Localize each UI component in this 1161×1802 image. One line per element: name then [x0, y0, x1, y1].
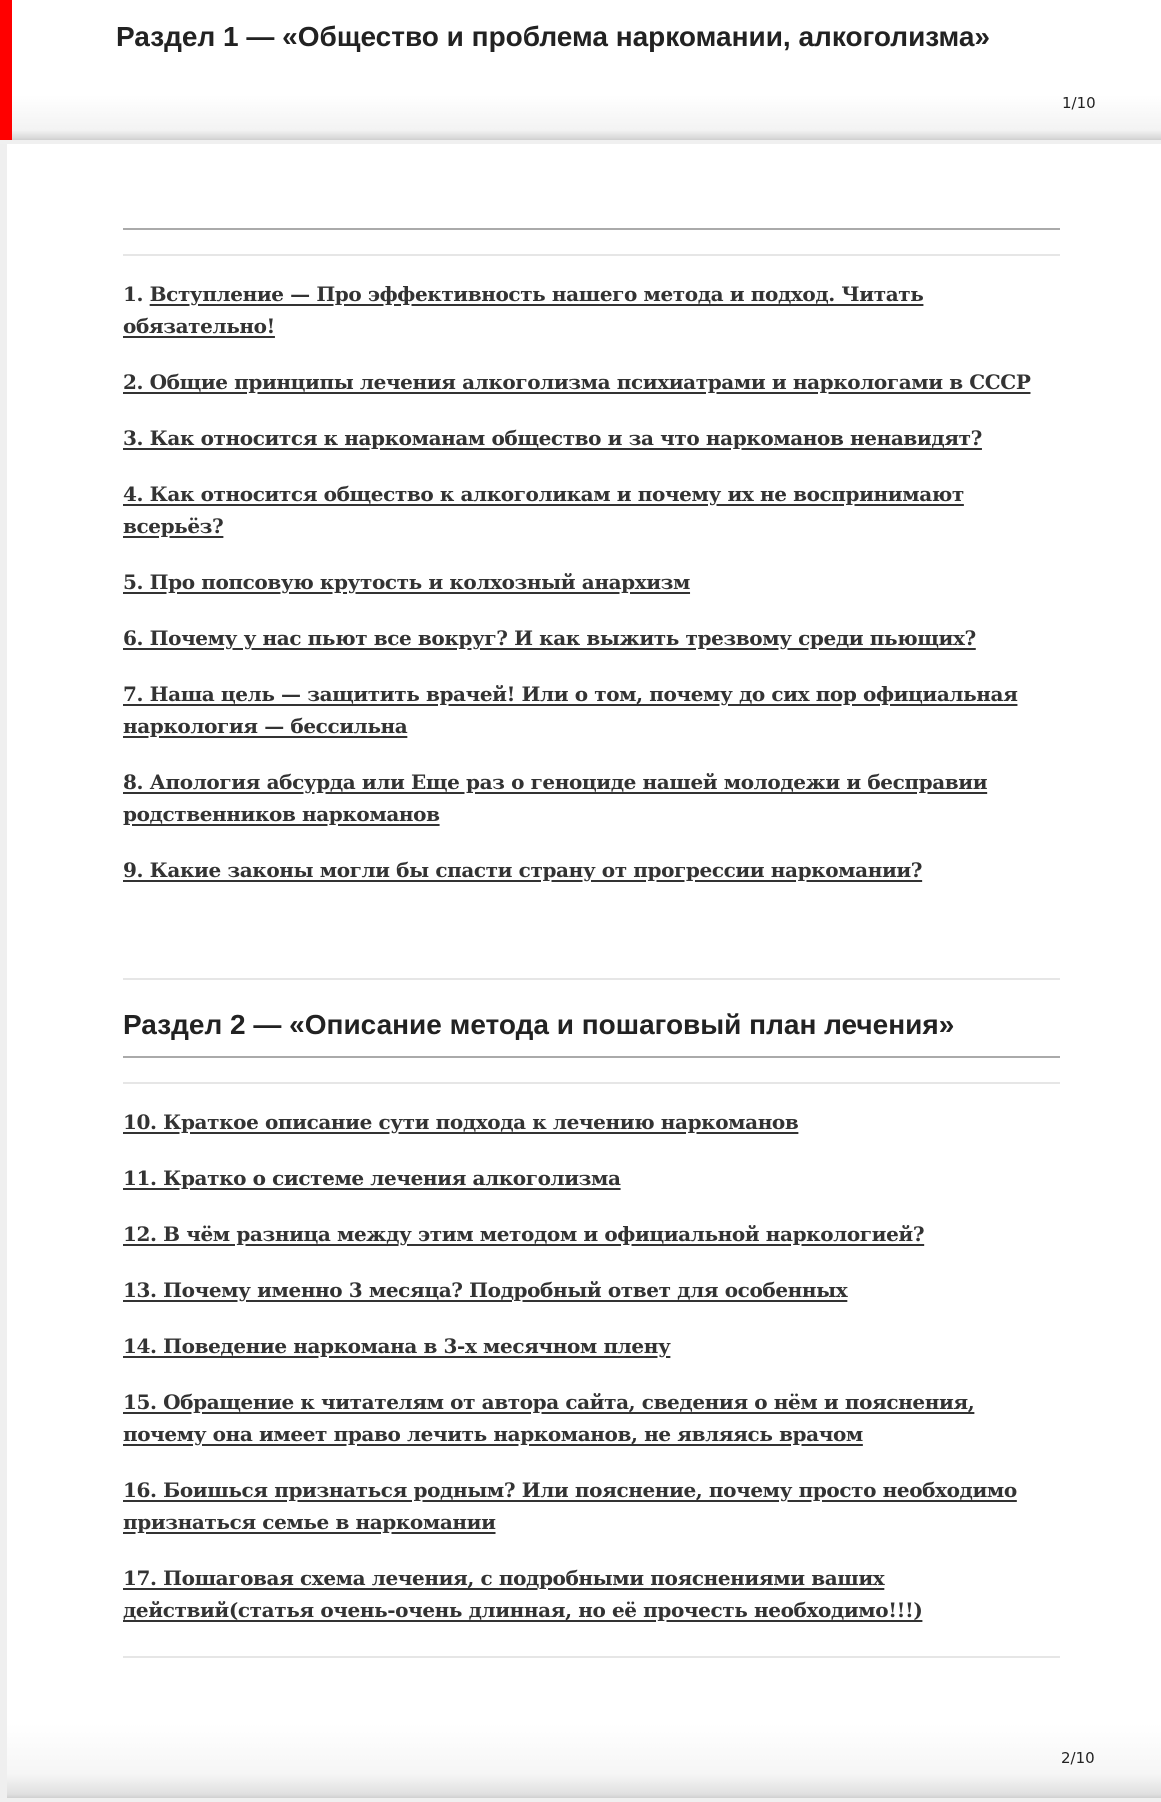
- toc-item: [123, 278, 1060, 342]
- toc-item: [123, 1386, 1060, 1450]
- section-1-title-rule: [123, 228, 1060, 230]
- toc-link-5[interactable]: 5. Про попсовую крутость и колхозный анархизм: [123, 570, 691, 594]
- toc-item: [123, 1330, 1060, 1362]
- toc-link-14[interactable]: 14. Поведение наркомана в 3-х месячном плену: [123, 1334, 671, 1358]
- toc-link-11[interactable]: 11. Кратко о системе лечения алкоголизма: [123, 1166, 621, 1190]
- page-break: [0, 1798, 1161, 1802]
- divider: [123, 254, 1060, 256]
- divider: [123, 978, 1060, 980]
- section-2-title-rule: [123, 1056, 1060, 1058]
- page-1-footer: [0, 0, 1161, 140]
- divider: [123, 1082, 1060, 1084]
- toc-item: [123, 854, 1060, 886]
- toc-item: [123, 422, 1060, 454]
- toc-link-4[interactable]: 4. Как относится общество к алкоголикам и почему их не воспринимают всерьёз?: [123, 482, 964, 538]
- toc-link-2[interactable]: 2. Общие принципы лечения алкоголизма психиатрами и наркологами в СССР: [123, 370, 1031, 394]
- toc-item: [123, 1106, 1060, 1138]
- accent-bar: [0, 0, 12, 140]
- toc-item: [123, 1162, 1060, 1194]
- toc-link-1[interactable]: Вступление — Про эффективность нашего метода и подход. Читать обязательно!: [123, 282, 924, 338]
- page-number: 1/10: [1062, 94, 1096, 112]
- toc-link-3[interactable]: 3. Как относится к наркоманам общество и за что наркоманов ненавидят?: [123, 426, 982, 450]
- toc-link-8[interactable]: 8. Апология абсурда или Еще раз о геноциде нашей молодежи и бесправии родственников наркоманов: [123, 770, 988, 826]
- divider: [123, 1656, 1060, 1658]
- toc-item: [123, 766, 1060, 830]
- toc-item: [123, 478, 1060, 542]
- toc-item-number: 1.: [123, 282, 150, 306]
- section-1-toc: [123, 278, 1060, 910]
- page-2: [0, 144, 1161, 1798]
- toc-link-17[interactable]: 17. Пошаговая схема лечения, с подробными пояснениями ваших действий(статья очень-очень длинная, но её прочесть необходимо!!!): [123, 1566, 923, 1622]
- toc-item: [123, 1562, 1060, 1626]
- toc-link-15[interactable]: 15. Обращение к читателям от автора сайта, сведения о нём и пояснения, почему она имеет право лечить наркоманов, не являясь врачом: [123, 1390, 975, 1446]
- toc-link-13[interactable]: 13. Почему именно 3 месяца? Подробный ответ для особенных: [123, 1278, 848, 1302]
- toc-link-7[interactable]: 7. Наша цель — защитить врачей! Или о том, почему до сих пор официальная наркология — бессильна: [123, 682, 1018, 738]
- page-number: 2/10: [1061, 1749, 1095, 1767]
- toc-link-16[interactable]: 16. Боишься признаться родным? Или пояснение, почему просто необходимо признаться семье в наркомании: [123, 1478, 1017, 1534]
- section-2-toc: [123, 1106, 1060, 1650]
- toc-item: [123, 1474, 1060, 1538]
- toc-item: [123, 678, 1060, 742]
- section-2-title: Раздел 2 — «Описание метода и пошаговый план лечения»: [123, 1009, 955, 1040]
- toc-link-6[interactable]: 6. Почему у нас пьют все вокруг? И как выжить трезвому среди пьющих?: [123, 626, 976, 650]
- toc-link-9[interactable]: 9. Какие законы могли бы спасти страну от прогрессии наркомании?: [123, 858, 923, 882]
- toc-item: [123, 566, 1060, 598]
- section-1-title: Раздел 1 — «Общество и проблема наркомании, алкоголизма»: [116, 21, 990, 52]
- toc-item: [123, 366, 1060, 398]
- toc-link-12[interactable]: 12. В чём разница между этим методом и официальной наркологией?: [123, 1222, 925, 1246]
- toc-link-10[interactable]: 10. Краткое описание сути подхода к лечению наркоманов: [123, 1110, 799, 1134]
- toc-item: [123, 622, 1060, 654]
- toc-item: [123, 1218, 1060, 1250]
- toc-item: [123, 1274, 1060, 1306]
